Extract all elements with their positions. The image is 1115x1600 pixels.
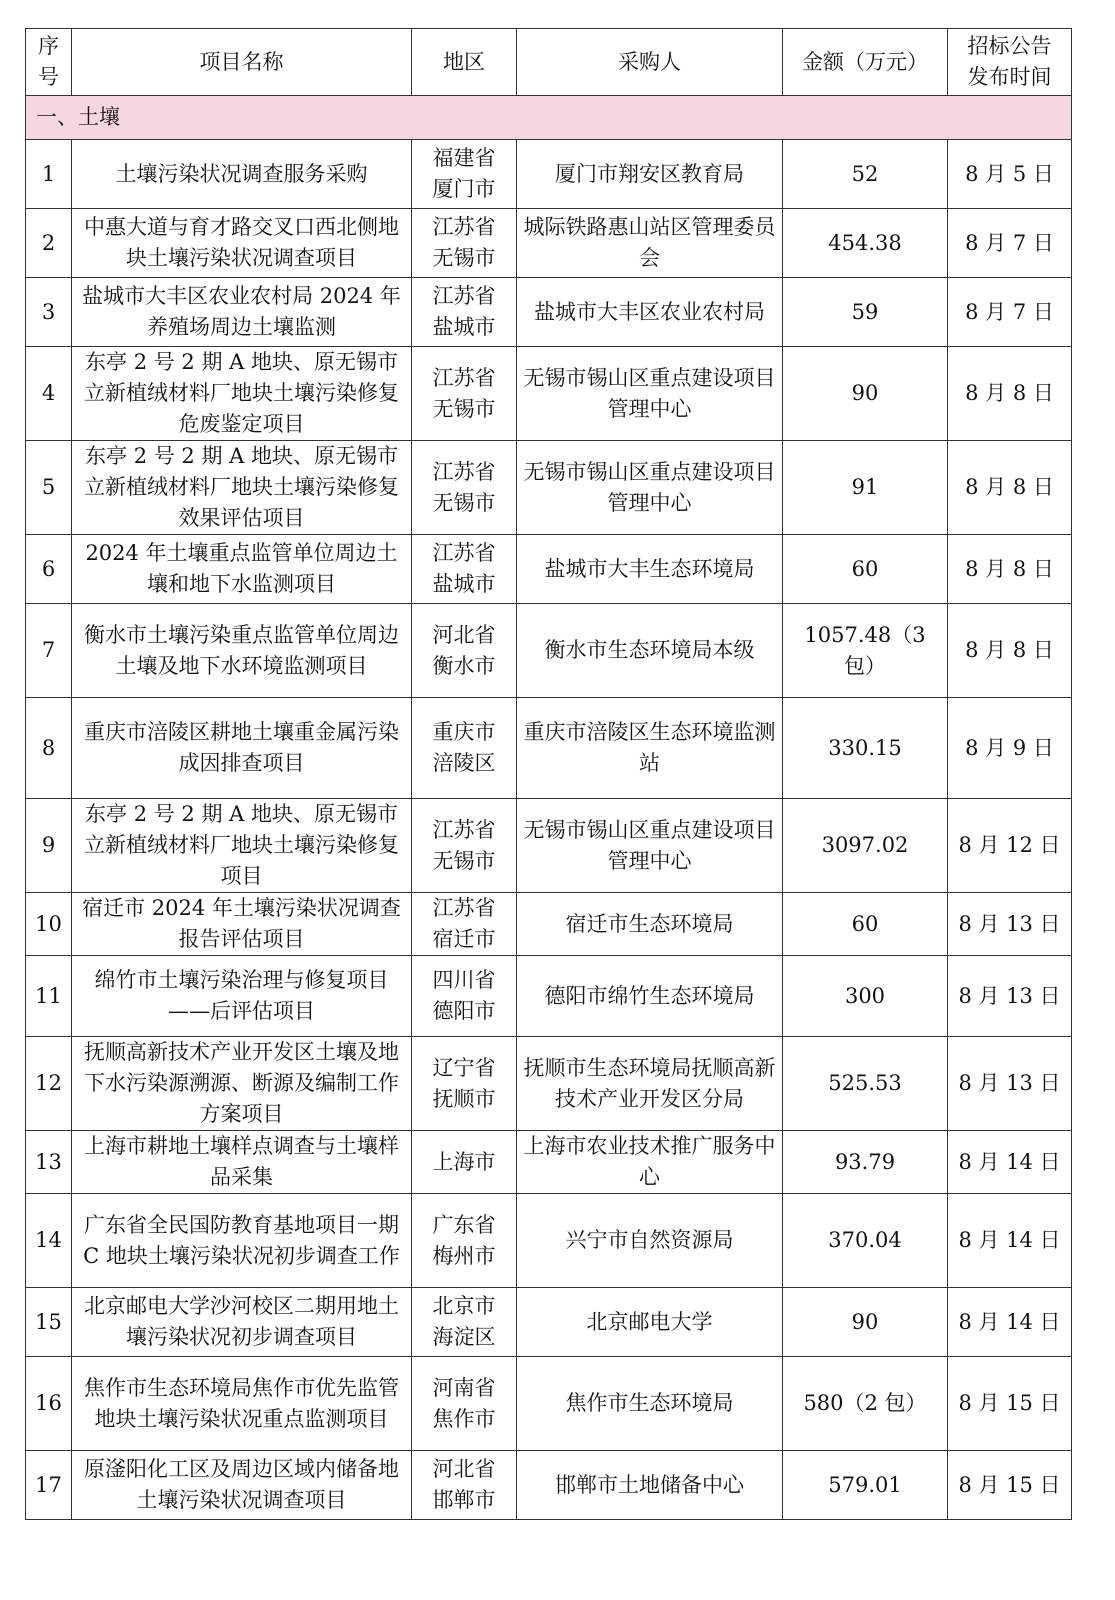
cell-project-name: 2024 年土壤重点监管单位周边土壤和地下水监测项目	[72, 535, 412, 604]
table-row	[26, 278, 1072, 347]
cell-project-name: 土壤污染状况调查服务采购	[72, 140, 412, 209]
section-row	[26, 96, 1072, 140]
cell-buyer: 盐城市大丰区农业农村局	[517, 278, 783, 347]
table-row	[26, 956, 1072, 1037]
cell-buyer: 盐城市大丰生态环境局	[517, 535, 783, 604]
cell-buyer: 无锡市锡山区重点建设项目管理中心	[517, 799, 783, 893]
table-row	[26, 1194, 1072, 1288]
cell-amount: 525.53	[783, 1037, 948, 1131]
cell-buyer: 德阳市绵竹生态环境局	[517, 956, 783, 1037]
cell-seq: 16	[26, 1357, 72, 1451]
cell-region: 福建省 厦门市	[412, 140, 517, 209]
cell-notice-date: 8 月 12 日	[948, 799, 1072, 893]
cell-notice-date: 8 月 14 日	[948, 1131, 1072, 1194]
cell-notice-date: 8 月 8 日	[948, 441, 1072, 535]
cell-amount: 580（2 包）	[783, 1357, 948, 1451]
cell-buyer: 邯郸市土地储备中心	[517, 1451, 783, 1520]
cell-notice-date: 8 月 8 日	[948, 604, 1072, 698]
cell-project-name: 衡水市土壤污染重点监管单位周边土壤及地下水环境监测项目	[72, 604, 412, 698]
cell-project-name: 北京邮电大学沙河校区二期用地土壤污染状况初步调查项目	[72, 1288, 412, 1357]
cell-region: 江苏省 盐城市	[412, 535, 517, 604]
header-project-name: 项目名称	[72, 29, 412, 96]
cell-region: 上海市	[412, 1131, 517, 1194]
cell-buyer: 抚顺市生态环境局抚顺高新技术产业开发区分局	[517, 1037, 783, 1131]
cell-region: 江苏省 无锡市	[412, 441, 517, 535]
cell-seq: 4	[26, 347, 72, 441]
cell-region: 江苏省 盐城市	[412, 278, 517, 347]
cell-region: 四川省 德阳市	[412, 956, 517, 1037]
cell-buyer: 厦门市翔安区教育局	[517, 140, 783, 209]
cell-amount: 370.04	[783, 1194, 948, 1288]
cell-buyer: 北京邮电大学	[517, 1288, 783, 1357]
cell-project-name: 焦作市生态环境局焦作市优先监管地块土壤污染状况重点监测项目	[72, 1357, 412, 1451]
cell-amount: 52	[783, 140, 948, 209]
cell-amount: 1057.48（3 包）	[783, 604, 948, 698]
cell-region: 河北省 邯郸市	[412, 1451, 517, 1520]
table-header-row	[26, 29, 1072, 96]
cell-notice-date: 8 月 8 日	[948, 347, 1072, 441]
cell-notice-date: 8 月 7 日	[948, 278, 1072, 347]
cell-amount: 300	[783, 956, 948, 1037]
table-row	[26, 347, 1072, 441]
cell-project-name: 广东省全民国防教育基地项目一期 C 地块土壤污染状况初步调查工作	[72, 1194, 412, 1288]
table-row	[26, 140, 1072, 209]
cell-amount: 90	[783, 1288, 948, 1357]
header-notice-date: 招标公告 发布时间	[948, 29, 1072, 96]
cell-amount: 3097.02	[783, 799, 948, 893]
table-row	[26, 893, 1072, 956]
cell-buyer: 上海市农业技术推广服务中心	[517, 1131, 783, 1194]
table-row	[26, 209, 1072, 278]
cell-amount: 60	[783, 535, 948, 604]
cell-project-name: 重庆市涪陵区耕地土壤重金属污染成因排查项目	[72, 698, 412, 799]
cell-notice-date: 8 月 13 日	[948, 956, 1072, 1037]
cell-notice-date: 8 月 5 日	[948, 140, 1072, 209]
cell-region: 江苏省 无锡市	[412, 799, 517, 893]
table-row	[26, 698, 1072, 799]
table-row	[26, 1037, 1072, 1131]
cell-project-name: 盐城市大丰区农业农村局 2024 年养殖场周边土壤监测	[72, 278, 412, 347]
cell-project-name: 上海市耕地土壤样点调查与土壤样品采集	[72, 1131, 412, 1194]
cell-seq: 11	[26, 956, 72, 1037]
header-region: 地区	[412, 29, 517, 96]
cell-project-name: 原滏阳化工区及周边区域内储备地土壤污染状况调查项目	[72, 1451, 412, 1520]
cell-buyer: 兴宁市自然资源局	[517, 1194, 783, 1288]
table-row	[26, 1131, 1072, 1194]
cell-seq: 15	[26, 1288, 72, 1357]
cell-notice-date: 8 月 8 日	[948, 535, 1072, 604]
cell-seq: 1	[26, 140, 72, 209]
cell-notice-date: 8 月 9 日	[948, 698, 1072, 799]
cell-notice-date: 8 月 15 日	[948, 1451, 1072, 1520]
cell-project-name: 宿迁市 2024 年土壤污染状况调查报告评估项目	[72, 893, 412, 956]
header-buyer: 采购人	[517, 29, 783, 96]
cell-amount: 90	[783, 347, 948, 441]
table-row	[26, 441, 1072, 535]
cell-buyer: 宿迁市生态环境局	[517, 893, 783, 956]
cell-region: 江苏省 宿迁市	[412, 893, 517, 956]
cell-buyer: 衡水市生态环境局本级	[517, 604, 783, 698]
cell-seq: 9	[26, 799, 72, 893]
cell-seq: 17	[26, 1451, 72, 1520]
cell-notice-date: 8 月 13 日	[948, 1037, 1072, 1131]
cell-buyer: 无锡市锡山区重点建设项目管理中心	[517, 347, 783, 441]
cell-seq: 12	[26, 1037, 72, 1131]
cell-project-name: 绵竹市土壤污染治理与修复项目——后评估项目	[72, 956, 412, 1037]
table-row	[26, 1451, 1072, 1520]
cell-seq: 8	[26, 698, 72, 799]
cell-project-name: 中惠大道与育才路交叉口西北侧地块土壤污染状况调查项目	[72, 209, 412, 278]
cell-seq: 5	[26, 441, 72, 535]
cell-seq: 3	[26, 278, 72, 347]
cell-region: 江苏省 无锡市	[412, 209, 517, 278]
cell-region: 北京市 海淀区	[412, 1288, 517, 1357]
cell-amount: 330.15	[783, 698, 948, 799]
cell-project-name: 东亭 2 号 2 期 A 地块、原无锡市立新植绒材料厂地块土壤污染修复项目	[72, 799, 412, 893]
cell-project-name: 东亭 2 号 2 期 A 地块、原无锡市立新植绒材料厂地块土壤污染修复危废鉴定项目	[72, 347, 412, 441]
cell-notice-date: 8 月 15 日	[948, 1357, 1072, 1451]
table-row	[26, 1357, 1072, 1451]
cell-amount: 59	[783, 278, 948, 347]
header-amount: 金额（万元）	[783, 29, 948, 96]
table-row	[26, 604, 1072, 698]
table-row	[26, 535, 1072, 604]
cell-region: 辽宁省 抚顺市	[412, 1037, 517, 1131]
cell-seq: 14	[26, 1194, 72, 1288]
table-row	[26, 1288, 1072, 1357]
cell-seq: 6	[26, 535, 72, 604]
section-title: 一、土壤	[26, 96, 1072, 140]
document-page	[25, 28, 1071, 1520]
procurement-table	[25, 28, 1072, 1520]
header-seq: 序 号	[26, 29, 72, 96]
cell-region: 重庆市 涪陵区	[412, 698, 517, 799]
cell-seq: 13	[26, 1131, 72, 1194]
cell-region: 河南省 焦作市	[412, 1357, 517, 1451]
cell-seq: 7	[26, 604, 72, 698]
cell-project-name: 抚顺高新技术产业开发区土壤及地下水污染源溯源、断源及编制工作方案项目	[72, 1037, 412, 1131]
cell-seq: 10	[26, 893, 72, 956]
cell-amount: 93.79	[783, 1131, 948, 1194]
cell-region: 河北省 衡水市	[412, 604, 517, 698]
cell-notice-date: 8 月 14 日	[948, 1288, 1072, 1357]
cell-project-name: 东亭 2 号 2 期 A 地块、原无锡市立新植绒材料厂地块土壤污染修复效果评估项目	[72, 441, 412, 535]
cell-region: 广东省 梅州市	[412, 1194, 517, 1288]
cell-amount: 454.38	[783, 209, 948, 278]
cell-region: 江苏省 无锡市	[412, 347, 517, 441]
cell-buyer: 城际铁路惠山站区管理委员会	[517, 209, 783, 278]
cell-seq: 2	[26, 209, 72, 278]
cell-buyer: 无锡市锡山区重点建设项目管理中心	[517, 441, 783, 535]
cell-notice-date: 8 月 7 日	[948, 209, 1072, 278]
cell-amount: 60	[783, 893, 948, 956]
cell-buyer: 焦作市生态环境局	[517, 1357, 783, 1451]
table-row	[26, 799, 1072, 893]
cell-amount: 91	[783, 441, 948, 535]
cell-notice-date: 8 月 14 日	[948, 1194, 1072, 1288]
cell-notice-date: 8 月 13 日	[948, 893, 1072, 956]
cell-amount: 579.01	[783, 1451, 948, 1520]
cell-buyer: 重庆市涪陵区生态环境监测站	[517, 698, 783, 799]
